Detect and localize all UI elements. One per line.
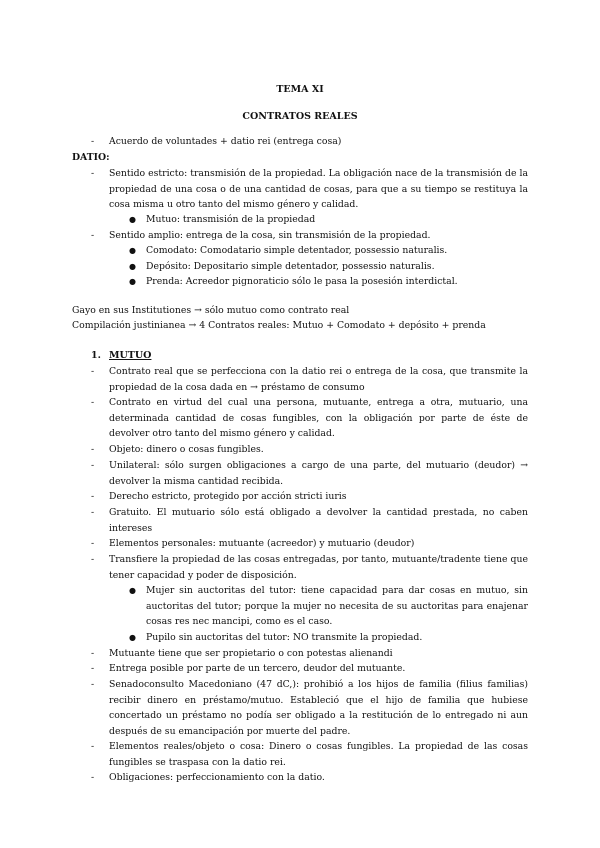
dash-bullet: - xyxy=(91,491,95,502)
bullet-dot: ● xyxy=(129,277,136,286)
datio-label: DATIO: xyxy=(72,152,110,163)
mutuo-item: Entrega posible por parte de un tercero, deudor del mutuante. xyxy=(109,663,406,674)
dash-bullet: - xyxy=(91,397,95,408)
dash-bullet: - xyxy=(91,554,95,565)
dash-bullet: - xyxy=(91,507,95,518)
bullet-dot: ● xyxy=(129,262,136,271)
dash-bullet: - xyxy=(91,168,95,179)
dash-bullet: - xyxy=(91,679,95,690)
bullet-dot: ● xyxy=(129,246,136,255)
bullet-dot: ● xyxy=(129,586,136,595)
datio-broad-sub: Depósito: Depositario simple detentador, possessio naturalis. xyxy=(146,261,435,272)
datio-strict: Sentido estricto: transmisión de la propiedad. La obligación nace de la transmisión de la propiedad de una cosa o de una cantidad de cosas, para que a su tiempo se restituya la cosa misma u otro tanto del mismo género y calidad. xyxy=(109,168,528,210)
dash-bullet: - xyxy=(91,444,95,455)
dash-bullet: - xyxy=(91,136,95,147)
datio-broad-sub: Prenda: Acreedor pignoraticio sólo le pasa la posesión interdictal. xyxy=(146,276,458,287)
mutuo-item: Transfiere la propiedad de las cosas entregadas, por tanto, mutuante/tradente tiene que tener capacidad y poder de disposición. xyxy=(109,554,528,581)
mutuo-item: Objeto: dinero o cosas fungibles. xyxy=(109,444,264,455)
dash-bullet: - xyxy=(91,663,95,674)
mutuo-item: Unilateral: sólo surgen obligaciones a cargo de una parte, del mutuario (deudor) → devolver la misma cantidad recibida. xyxy=(109,460,528,487)
mutuo-item: Elementos reales/objeto o cosa: Dinero o cosas fungibles. La propiedad de las cosas fungibles se traspasa con la datio rei. xyxy=(109,741,528,768)
mutuo-item: Elementos personales: mutuante (acreedor) y mutuario (deudor) xyxy=(109,538,415,549)
intro-item: Acuerdo de voluntades + datio rei (entrega cosa) xyxy=(109,136,342,147)
mutuo-subitem: Mujer sin auctoritas del tutor: tiene capacidad para dar cosas en mutuo, sin auctoritas del tutor; porque la mujer no necesita de su auctoritas para enajenar cosas res nec mancipi, como es el caso. xyxy=(146,585,528,627)
mutuo-item: Gratuito. El mutuario sólo está obligado a devolver la cantidad prestada, no caben intereses xyxy=(109,507,528,534)
dash-bullet: - xyxy=(91,460,95,471)
dash-bullet: - xyxy=(91,230,95,241)
datio-strict-sub: Mutuo: transmisión de la propiedad xyxy=(146,214,316,225)
bullet-dot: ● xyxy=(129,215,136,224)
mutuo-item: Contrato en virtud del cual una persona, mutuante, entrega a otra, mutuario, una determinada cantidad de cosas fungibles, con la obligación por parte de éste de devolver otro tanto del mismo género y calidad. xyxy=(109,397,528,439)
mutuo-item: Contrato real que se perfecciona con la datio rei o entrega de la cosa, que transmite la propiedad de la cosa dada en → préstamo de consumo xyxy=(109,366,528,393)
datio-broad: Sentido amplio: entrega de la cosa, sin transmisión de la propiedad. xyxy=(109,230,431,241)
mutuo-item: Derecho estricto, protegido por acción stricti iuris xyxy=(109,491,347,502)
datio-broad-sub: Comodato: Comodatario simple detentador, possessio naturalis. xyxy=(146,245,448,256)
dash-bullet: - xyxy=(91,366,95,377)
section-title: MUTUO xyxy=(109,350,152,361)
dash-bullet: - xyxy=(91,741,95,752)
mutuo-subitem: Pupilo sin auctoritas del tutor: NO transmite la propiedad. xyxy=(146,632,423,643)
mutuo-item: Mutuante tiene que ser propietario o con potestas alienandi xyxy=(109,648,393,659)
dash-bullet: - xyxy=(91,772,95,783)
gayo-line: Gayo en sus Institutiones → sólo mutuo como contrato real xyxy=(72,305,350,316)
dash-bullet: - xyxy=(91,538,95,549)
tema-heading: TEMA XI xyxy=(276,84,324,95)
document-title: CONTRATOS REALES xyxy=(242,111,358,122)
dash-bullet: - xyxy=(91,648,95,659)
mutuo-item: Senadoconsulto Macedoniano (47 dC,): prohibió a los hijos de familia (filius familias) recibir dinero en préstamo/mutuo. Estableció que el hijo de familia que hubiese concertado un préstamo no podía ser obligado a la restitución de lo entregado ni aun después de su emancipación por muerte del padre. xyxy=(109,679,528,737)
bullet-dot: ● xyxy=(129,633,136,642)
section-number: 1. xyxy=(91,350,101,361)
mutuo-item: Obligaciones: perfeccionamiento con la datio. xyxy=(109,772,325,783)
justinianea-line: Compilación justinianea → 4 Contratos reales: Mutuo + Comodato + depósito + prenda xyxy=(72,320,486,331)
